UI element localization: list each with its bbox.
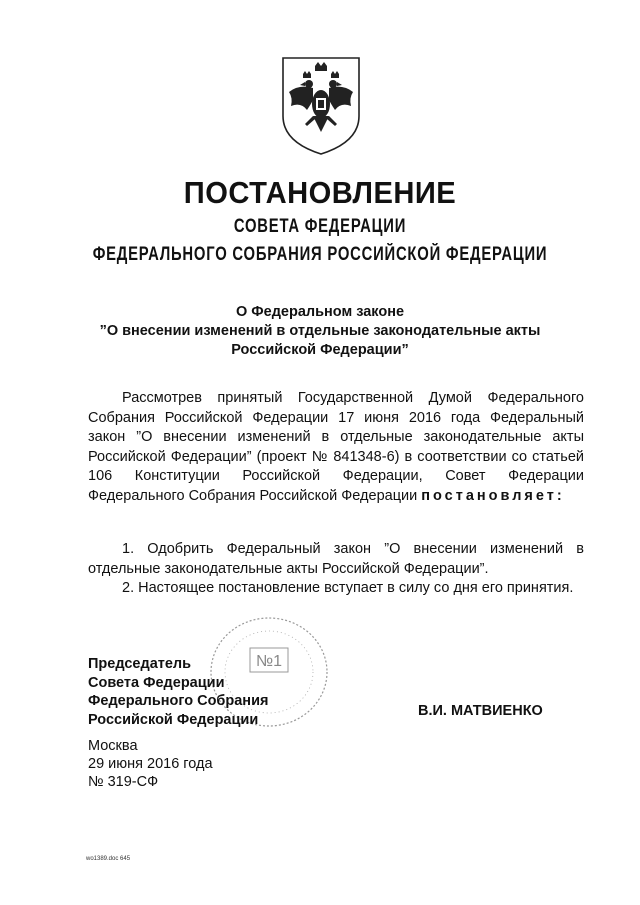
coat-of-arms-emblem [279,54,363,156]
clause-2: 2. Настоящее постановление вступает в силу со дня его принятия. [122,580,574,596]
signatory-title-3: Федерального Собрания [88,693,269,709]
place-date-block [88,737,213,791]
preamble-text: Рассмотрев принятый Государственной Думой Федерального Собрания Российской Федерации 17 июня 2016 года Федеральный закон ”О внесении изменений в отдельные законодательные акты Российской Федерации” (проект № 841348-6) в соответствии со статьей 106 Конституции Российской Федерации, Совет Федерации Федерального Собрания Российской Федерации [88,390,584,504]
decides-word: постановляет: [421,487,565,504]
preamble-paragraph [88,389,584,506]
subject-line-1: О Федеральном законе [235,304,405,320]
document-title: ПОСТАНОВЛЕНИЕ [183,175,457,210]
signature-block [88,655,268,729]
date: 29 июня 2016 года [88,756,213,772]
subject-line-3: Российской Федерации” [231,342,409,358]
signatory-title-2: Совета Федерации [88,674,225,691]
signatory-title-1: Председатель [88,656,192,672]
city: Москва [88,738,138,754]
file-reference: wo1389.doc 645 [86,856,131,862]
signatory-name: В.И. МАТВИЕНКО [418,703,543,719]
issuer-line-1: СОВЕТА ФЕДЕРАЦИИ [233,216,407,237]
document-number: № 319-СФ [88,774,159,790]
signatory-title-4: Российской Федерации [88,711,259,728]
stamp-number: №1 [255,653,283,670]
issuer-line-2: ФЕДЕРАЛЬНОГО СОБРАНИЯ РОССИЙСКОЙ ФЕДЕРАЦИИ [92,244,548,265]
subject-line-2: ”О внесении изменений в отдельные законодательные акты [99,323,541,339]
document-subject [0,303,640,360]
clause-1: 1. Одобрить Федеральный закон ”О внесении изменений в отдельные законодательные акты Российской Федерации”. [88,541,584,577]
